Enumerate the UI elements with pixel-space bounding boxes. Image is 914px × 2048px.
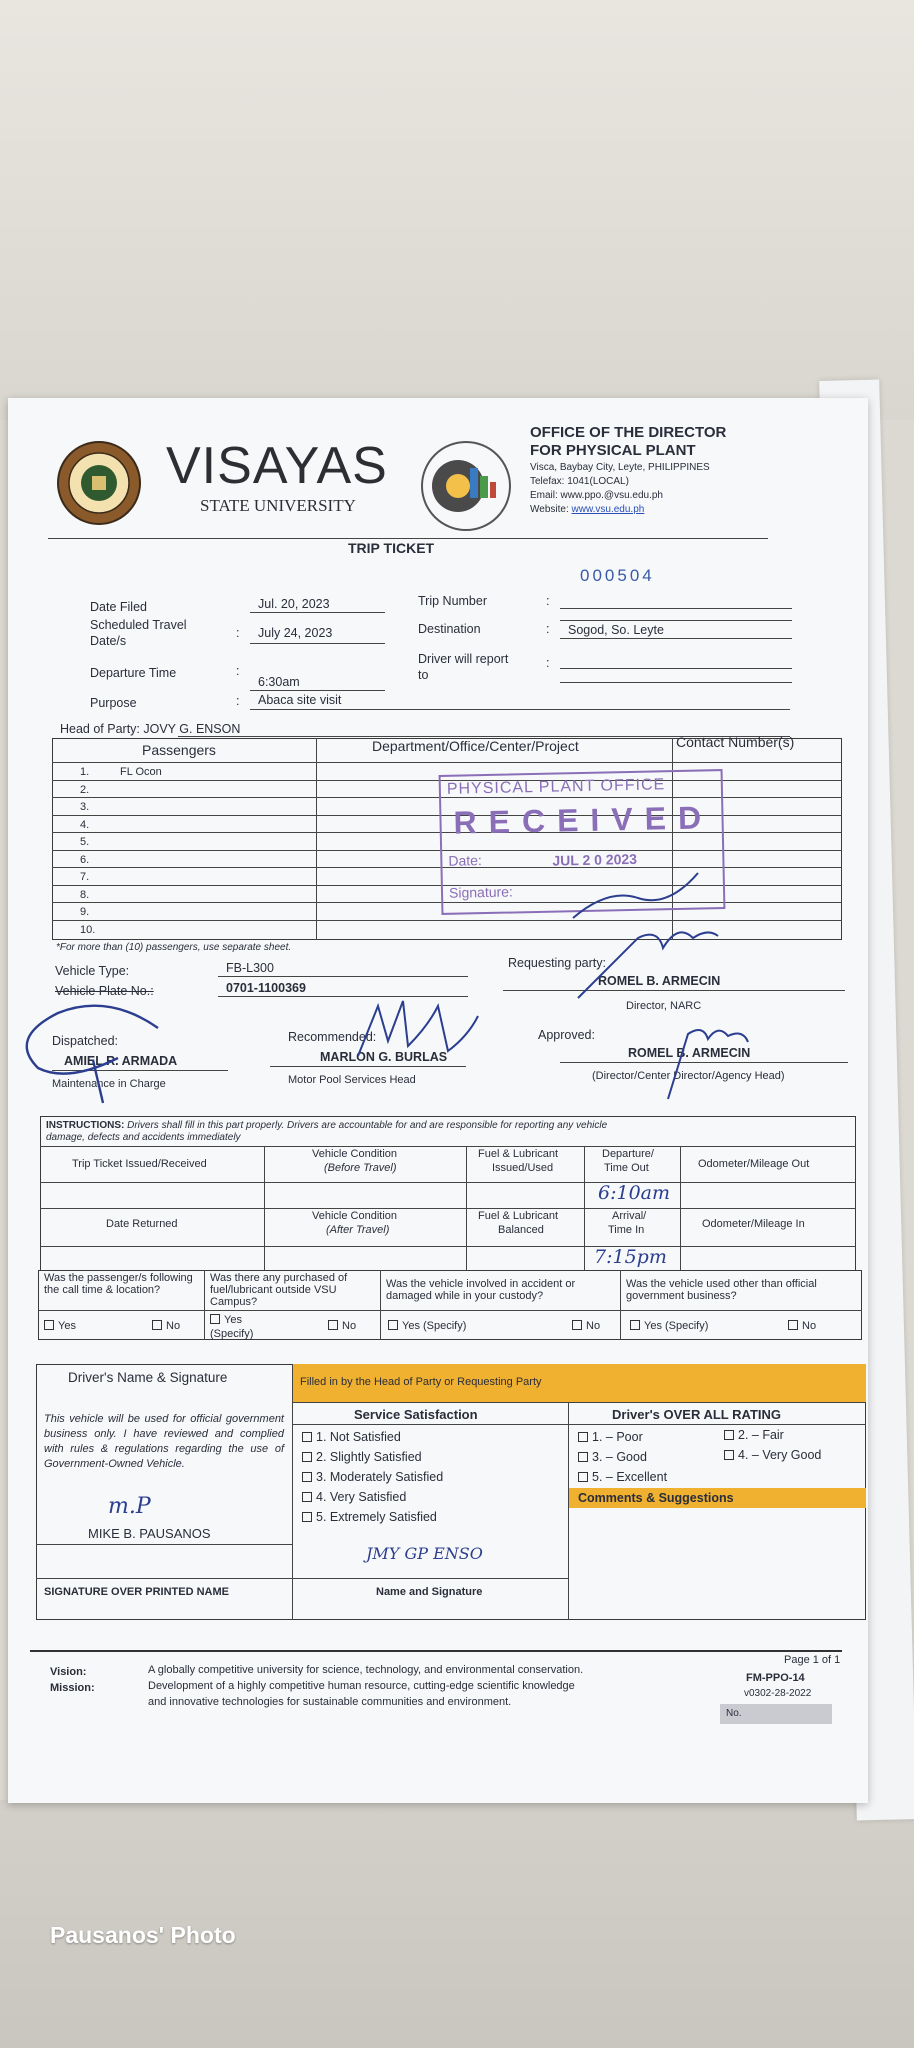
dispatched-name: AMIEL R. ARMADA — [64, 1054, 178, 1068]
departure-2: Time Out — [604, 1162, 649, 1174]
approved-label: Approved: — [538, 1028, 595, 1042]
arrival-2: Time In — [608, 1224, 645, 1236]
checkbox-icon[interactable] — [572, 1320, 582, 1330]
requesting-party-title: Director, NARC — [626, 1000, 702, 1012]
form-title: TRIP TICKET — [348, 540, 435, 556]
trip-ticket-document — [8, 398, 868, 1803]
cond-before-1: Vehicle Condition — [312, 1148, 398, 1160]
rating-5[interactable] — [578, 1470, 667, 1484]
q-line — [38, 1310, 862, 1311]
cond-before-2: (Before Travel) — [324, 1162, 397, 1174]
q3-no[interactable] — [572, 1320, 600, 1332]
requesting-party-label: Requesting party: — [508, 956, 606, 970]
vehicle-plate-value: 0701-1100369 — [226, 981, 306, 995]
trip-number-colon: : — [546, 594, 550, 608]
q2-specify: (Specify) — [210, 1328, 254, 1340]
university-subtitle: STATE UNIVERSITY — [200, 496, 356, 515]
checkbox-icon[interactable] — [578, 1432, 588, 1442]
passenger-row-number: 10. — [80, 923, 96, 936]
vehicle-plate-label: Vehicle Plate No.: — [55, 984, 154, 998]
approved-name: ROMEL B. ARMECIN — [628, 1046, 751, 1060]
page-number: Page 1 of 1 — [784, 1654, 841, 1666]
date-filed-label: Date Filed — [90, 600, 147, 614]
report-line-2 — [560, 682, 792, 683]
rating-3[interactable] — [578, 1450, 647, 1464]
checkbox-icon[interactable] — [302, 1452, 312, 1462]
destination-value: Sogod, So. Leyte — [568, 623, 664, 637]
departure-colon: : — [236, 664, 240, 678]
q4-yes[interactable] — [630, 1320, 708, 1332]
instr-vline-2 — [466, 1146, 467, 1271]
q2-yes-label: Yes — [224, 1314, 242, 1326]
dispatched-title: Maintenance in Charge — [52, 1078, 166, 1090]
date-filed-value: Jul. 20, 2023 — [258, 597, 330, 611]
vision-label: Vision: — [50, 1666, 87, 1678]
instructions-text-2: damage, defects and accidents immediately — [46, 1132, 241, 1143]
fuel-issued-2: Issued/Used — [492, 1162, 554, 1174]
question-4: Was the vehicle used other than official government business? — [626, 1278, 817, 1302]
report-label-2: to — [418, 668, 429, 682]
driver-statement: This vehicle will be used for official government business only. I have reviewed and complied with rules & regulations regarding the use of Government-Owned Vehicle. — [44, 1413, 284, 1470]
driver-header: Driver's Name & Signature — [68, 1370, 228, 1385]
checkbox-icon[interactable] — [578, 1472, 588, 1482]
bottom-line-header — [292, 1402, 866, 1403]
checkbox-icon[interactable] — [724, 1430, 734, 1440]
head-of-party: Head of Party: JOVY G. ENSON — [60, 722, 241, 736]
cond-after-2: (After Travel) — [326, 1224, 390, 1236]
office-website — [530, 504, 644, 515]
passenger-row-number: 1. — [80, 766, 90, 778]
rating-4-label: 4. – Very Good — [738, 1448, 822, 1462]
col-contact: Contact Number(s) — [676, 734, 795, 750]
ppo-gear-logo-icon — [418, 438, 514, 534]
rating-header: Driver's OVER ALL RATING — [612, 1407, 781, 1422]
purpose-colon: : — [236, 694, 240, 708]
dispatched-signature — [8, 998, 198, 1108]
col-passengers: Passengers — [142, 742, 216, 758]
purpose-value: Abaca site visit — [258, 693, 342, 707]
q1-no[interactable] — [152, 1320, 180, 1332]
q2-no-label: No — [342, 1320, 357, 1332]
arrival-1: Arrival/ — [612, 1210, 647, 1222]
stamp-office: PHYSICAL PLANT OFFICE — [446, 776, 666, 798]
question-2: Was there any purchased of fuel/lubricant outside VSU Campus? — [210, 1272, 348, 1308]
stamp-date-label: Date: — [448, 852, 482, 869]
instructions-label: INSTRUCTIONS: — [46, 1120, 125, 1131]
instructions-body: Drivers shall fill in this part properly. Drivers are accountable for and are responsible for reporting any vehicle — [124, 1120, 608, 1131]
stamp-date-value: JUL 2 0 2023 — [552, 850, 638, 869]
passenger-row-number: 4. — [80, 818, 90, 831]
mission-label: Mission: — [50, 1682, 95, 1694]
rating-2-label: 2. – Fair — [738, 1428, 784, 1442]
q-vline-2 — [380, 1270, 381, 1340]
checkbox-icon[interactable] — [724, 1450, 734, 1460]
service-option-label: 2. Slightly Satisfied — [316, 1450, 422, 1464]
destination-label: Destination — [418, 622, 481, 636]
passenger-name: FL Ocon — [120, 766, 162, 778]
office-title-line1: OFFICE OF THE DIRECTOR — [530, 424, 727, 441]
driver-name: MIKE B. PAUSANOS — [88, 1526, 211, 1541]
vehicle-type-line — [218, 976, 468, 977]
service-option-label: 5. Extremely Satisfied — [316, 1510, 437, 1524]
q1-yes[interactable] — [44, 1320, 76, 1332]
service-option[interactable] — [302, 1450, 422, 1464]
question-1: Was the passenger/s following the call time & location? — [44, 1272, 193, 1296]
trip-number-label: Trip Number — [418, 594, 487, 608]
recommended-label: Recommended: — [288, 1030, 377, 1044]
destination-line — [560, 638, 792, 639]
sched-label-2: Date/s — [90, 634, 127, 648]
footer-rule — [30, 1650, 842, 1652]
checkbox-icon[interactable] — [388, 1320, 398, 1330]
cond-after-1: Vehicle Condition — [312, 1210, 398, 1222]
ticket-number: 000504 — [580, 566, 655, 585]
report-label-1: Driver will report — [418, 652, 509, 666]
office-title-line2: FOR PHYSICAL PLANT — [530, 442, 696, 459]
departure-line — [250, 690, 385, 691]
question-3: Was the vehicle involved in accident or damaged while in your custody? — [386, 1278, 576, 1302]
filled-header: Filled in by the Head of Party or Requesting Party — [300, 1376, 542, 1388]
form-version: v0302-28-2022 — [744, 1688, 812, 1699]
q2-no[interactable] — [328, 1320, 356, 1332]
q-vline-3 — [620, 1270, 621, 1340]
q4-no[interactable] — [788, 1320, 816, 1332]
q4-yes-label: Yes (Specify) — [644, 1320, 709, 1332]
trip-issued-label: Trip Ticket Issued/Received — [72, 1158, 207, 1170]
rating-1[interactable] — [578, 1430, 643, 1444]
passenger-row-number: 2. — [80, 783, 90, 796]
col-department: Department/Office/Center/Project — [372, 738, 579, 754]
vehicle-type-label: Vehicle Type: — [55, 964, 130, 978]
office-address: Visca, Baybay City, Leyte, PHILIPPINES — [530, 462, 710, 473]
vsu-seal-icon — [56, 440, 142, 526]
odometer-in: Odometer/Mileage In — [702, 1218, 805, 1230]
instructions-text — [46, 1120, 607, 1131]
passengers-note: *For more than (10) passengers, use separate sheet. — [56, 942, 292, 953]
website-label: Website: — [530, 504, 569, 515]
departure-1: Departure/ — [602, 1148, 654, 1160]
header-rule — [48, 538, 768, 539]
background-wall — [0, 0, 914, 420]
checkbox-icon[interactable] — [328, 1320, 338, 1330]
instr-vline-3 — [584, 1146, 585, 1271]
checkbox-icon[interactable] — [210, 1314, 220, 1324]
passenger-row-number: 6. — [80, 853, 90, 866]
no-label: No. — [726, 1708, 742, 1719]
pass-vline-1 — [316, 738, 317, 940]
comments-header: Comments & Suggestions — [578, 1491, 734, 1505]
departure-value: 6:30am — [258, 675, 300, 689]
date-filed-line — [250, 612, 385, 613]
mission-text-2: and innovative technologies for sustainable communities and environment. — [148, 1696, 512, 1708]
q-vline-1 — [204, 1270, 205, 1340]
photo-watermark: Pausanos' Photo — [50, 1922, 236, 1948]
stamp-received: RECEIVED — [453, 799, 714, 841]
fuel-bal-1: Fuel & Lubricant — [478, 1210, 559, 1222]
service-option-label: 1. Not Satisfied — [316, 1430, 401, 1444]
purpose-label: Purpose — [90, 696, 137, 710]
fuel-issued-1: Fuel & Lubricant — [478, 1148, 559, 1160]
instr-line-4 — [40, 1246, 856, 1247]
mission-text-1: Development of a highly competitive human resource, cutting-edge scientific knowledge — [148, 1680, 575, 1692]
trip-number-line — [560, 608, 792, 609]
instr-vline-4 — [680, 1146, 681, 1271]
recommended-line — [270, 1066, 466, 1067]
service-option[interactable] — [302, 1490, 406, 1504]
purpose-line — [250, 709, 790, 710]
instr-line-3 — [40, 1208, 856, 1209]
fuel-bal-2: Balanced — [498, 1224, 544, 1236]
rating-4[interactable] — [724, 1448, 821, 1462]
driver-name-line — [36, 1544, 292, 1545]
checkbox-icon[interactable] — [578, 1452, 588, 1462]
passenger-row-number: 7. — [80, 871, 90, 883]
dispatched-label: Dispatched: — [52, 1034, 119, 1048]
checkbox-icon[interactable] — [788, 1320, 798, 1330]
website-link[interactable]: www.vsu.edu.ph — [571, 504, 645, 515]
sched-value: July 24, 2023 — [258, 626, 333, 640]
vision-text: A globally competitive university for science, technology, and environmental conservation. — [148, 1664, 584, 1676]
signature-over-printed-name: SIGNATURE OVER PRINTED NAME — [44, 1586, 229, 1598]
passenger-row-number: 5. — [80, 836, 90, 848]
rating-3-label: 3. – Good — [592, 1450, 647, 1464]
requesting-signature — [568, 918, 728, 1008]
checkbox-icon[interactable] — [302, 1492, 312, 1502]
q1-yes-label: Yes — [58, 1320, 76, 1332]
head-of-party-signature: JMY GP ENSO — [366, 1544, 483, 1563]
name-and-signature: Name and Signature — [376, 1586, 483, 1598]
approved-title: (Director/Center Director/Agency Head) — [592, 1070, 785, 1082]
instr-line-1 — [40, 1146, 856, 1147]
form-code: FM-PPO-14 — [746, 1672, 805, 1684]
service-option-label: 4. Very Satisfied — [316, 1490, 407, 1504]
requesting-party-name: ROMEL B. ARMECIN — [598, 974, 721, 988]
bottom-vline-2 — [568, 1402, 569, 1620]
q2-yes[interactable] — [210, 1314, 242, 1326]
checkbox-icon[interactable] — [302, 1512, 312, 1522]
q3-yes[interactable] — [388, 1320, 466, 1332]
odometer-out: Odometer/Mileage Out — [698, 1158, 810, 1170]
approved-signature — [648, 1014, 768, 1104]
service-option[interactable] — [302, 1470, 443, 1484]
checkbox-icon[interactable] — [44, 1320, 54, 1330]
recommended-signature — [348, 996, 488, 1066]
office-email: Email: www.ppo.@vsu.edu.ph — [530, 490, 663, 501]
time-in-value: 7:15pm — [594, 1246, 667, 1268]
trip-number-line-2 — [560, 620, 792, 621]
service-header: Service Satisfaction — [354, 1407, 478, 1422]
rating-5-label: 5. – Excellent — [592, 1470, 668, 1484]
checkbox-icon[interactable] — [630, 1320, 640, 1330]
instr-line-2 — [40, 1182, 856, 1183]
date-returned-label: Date Returned — [106, 1218, 178, 1230]
recommended-name: MARLON G. BURLAS — [320, 1050, 448, 1064]
q4-no-label: No — [802, 1320, 817, 1332]
departure-label: Departure Time — [90, 666, 177, 680]
q3-no-label: No — [586, 1320, 601, 1332]
passenger-row-number: 3. — [80, 801, 90, 813]
service-option-label: 3. Moderately Satisfied — [316, 1470, 444, 1484]
sched-colon: : — [236, 626, 240, 640]
university-name: VISAYAS — [166, 437, 388, 495]
q1-no-label: No — [166, 1320, 181, 1332]
vehicle-type-value: FB-L300 — [226, 961, 274, 975]
bottom-line-sub — [292, 1424, 866, 1425]
rating-1-label: 1. – Poor — [592, 1430, 643, 1444]
passenger-row-number: 9. — [80, 906, 90, 918]
recommended-title: Motor Pool Services Head — [288, 1074, 416, 1086]
q3-yes-label: Yes (Specify) — [402, 1320, 467, 1332]
checkbox-icon[interactable] — [302, 1472, 312, 1482]
checkbox-icon[interactable] — [152, 1320, 162, 1330]
destination-colon: : — [546, 622, 550, 636]
service-option[interactable] — [302, 1510, 437, 1524]
report-line — [560, 668, 792, 669]
instr-vline-1 — [264, 1146, 265, 1271]
checkbox-icon[interactable] — [302, 1432, 312, 1442]
time-out-value: 6:10am — [598, 1182, 671, 1204]
office-telefax: Telefax: 1041(LOCAL) — [530, 476, 629, 487]
sched-label-1: Scheduled Travel — [90, 618, 187, 632]
rating-2[interactable] — [724, 1428, 784, 1442]
service-option[interactable] — [302, 1430, 401, 1444]
driver-signature: m.P — [108, 1494, 151, 1519]
sched-line — [250, 643, 385, 644]
report-colon: : — [546, 656, 550, 670]
name-signature-line — [292, 1578, 568, 1579]
passenger-row-number: 8. — [80, 888, 90, 901]
stamp-signature-label: Signature: — [448, 883, 514, 901]
pass-header-line — [52, 762, 842, 763]
